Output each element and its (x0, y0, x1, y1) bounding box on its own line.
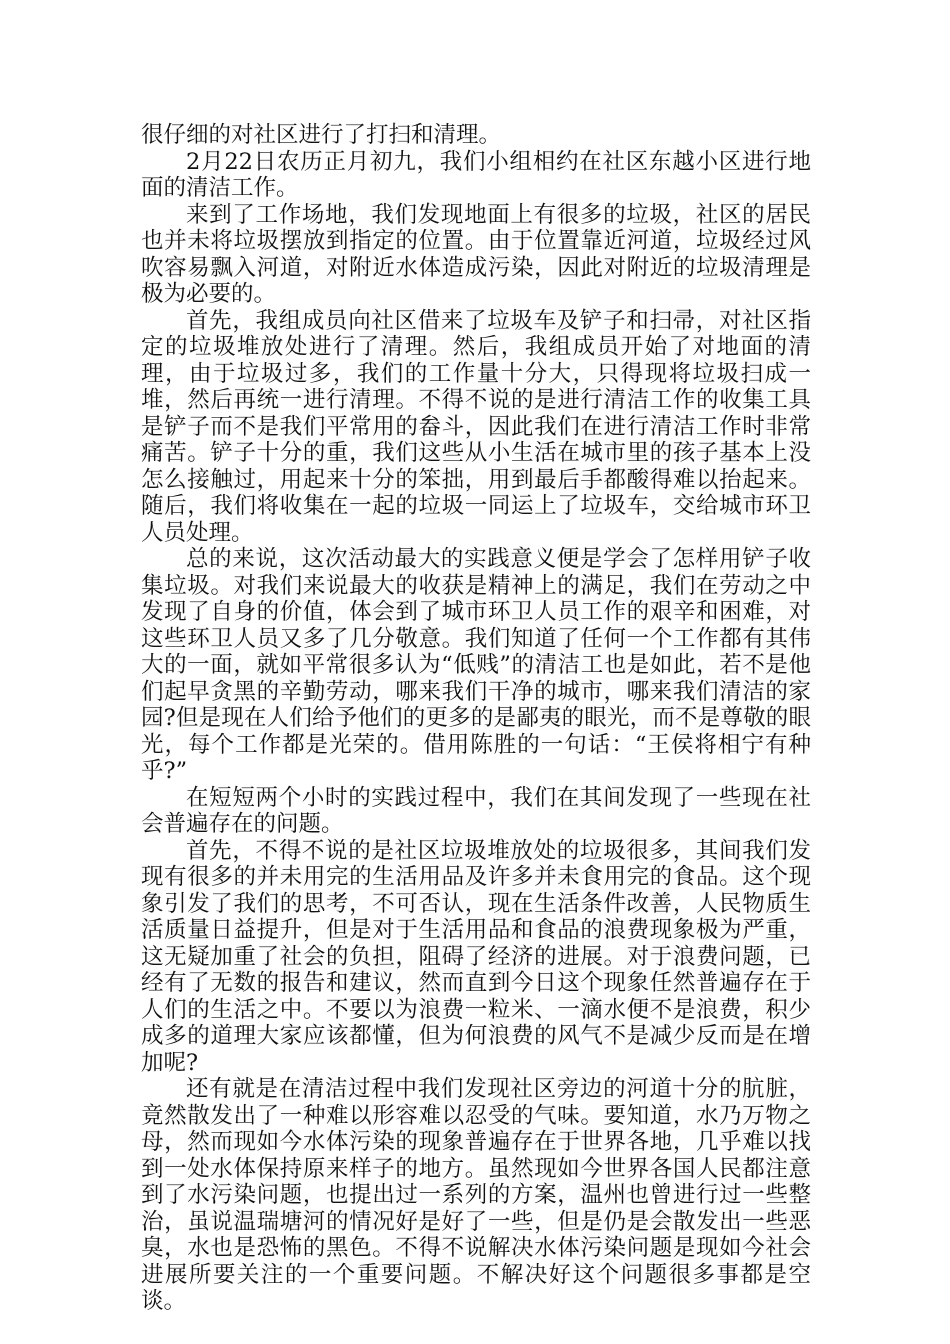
paragraph-summary: 总的来说，这次活动最大的实践意义便是学会了怎样用铲子收集垃圾。对我们来说最大的收获是精神上的满足，我们在劳动之中发现了自身的价值，体会到了城市环卫人员工作的艰辛和困难，对这些环卫人员又多了几分敬意。我们知道了任何一个工作都有其伟大的一面，就如平常很多认为“低贱”的清洁工也是如此，若不是他们起早贪黑的辛勤劳动，哪来我们干净的城市，哪来我们清洁的家园?但是现在人们给予他们的更多的是鄙夷的眼光，而不是尊敬的眼光，每个工作都是光荣的。借用陈胜的一句话：“王侯将相宁有种乎?” (141, 546, 811, 784)
paragraph-continuation: 很仔细的对社区进行了打扫和清理。 (141, 122, 502, 148)
paragraph-water-pollution: 还有就是在清洁过程中我们发现社区旁边的河道十分的肮脏，竟然散发出了一种难以形容难以忍受的气味。要知道，水乃万物之母，然而现如今水体污染的现象普遍存在于世界各地，几乎难以找到一处水体保持原来样子的地方。虽然现如今世界各国人民都注意到了水污染问题，也提出过一系列的方案，温州也曾进行过一些整治，虽说温瑞塘河的情况好是好了一些，但是仍是会散发出一些恶臭，水也是恐怖的黑色。不得不说解决水体污染问题是现如今社会进展所要关注的一个重要问题。不解决好这个问题很多事都是空谈。 (141, 1076, 811, 1314)
paragraph-date-intro: 2月22日农历正月初九，我们小组相约在社区东越小区进行地面的清洁工作。 (141, 148, 811, 201)
document-body (141, 122, 811, 1315)
paragraph-waste-problem: 首先，不得不说的是社区垃圾堆放处的垃圾很多，其间我们发现有很多的并未用完的生活用品及许多并未食用完的食品。这个现象引发了我们的思考，不可否认，现在生活条件改善，人民物质生活质量日益提升，但是对于生活用品和食品的浪费现象极为严重，这无疑加重了社会的负担，阻碍了经济的进展。对于浪费问题，已经有了无数的报告和建议，然而直到今日这个现象任然普遍存在于人们的生活之中。不要以为浪费一粒米、一滴水便不是浪费，积少成多的道理大家应该都懂，但为何浪费的风气不是减少反而是在增加呢? (141, 837, 811, 1076)
paragraph-problems-intro: 在短短两个小时的实践过程中，我们在其间发现了一些现在社会普遍存在的问题。 (141, 784, 811, 837)
paragraph-worksite: 来到了工作场地，我们发现地面上有很多的垃圾，社区的居民也并未将垃圾摆放到指定的位置。由于位置靠近河道，垃圾经过风吹容易飘入河道，对附近水体造成污染，因此对附近的垃圾清理是极为必要的。 (141, 201, 811, 307)
paragraph-cleaning-process: 首先，我组成员向社区借来了垃圾车及铲子和扫帚，对社区指定的垃圾堆放处进行了清理。然后，我组成员开始了对地面的清理，由于垃圾过多，我们的工作量十分大，只得现将垃圾扫成一堆，然后再统一进行清理。不得不说的是进行清洁工作的收集工具是铲子而不是我们平常用的畚斗，因此我们在进行清洁工作时非常痛苦。铲子十分的重，我们这些从小生活在城市里的孩子基本上没怎么接触过，用起来十分的笨拙，用到最后手都酸得难以抬起来。随后，我们将收集在一起的垃圾一同运上了垃圾车，交给城市环卫人员处理。 (141, 307, 811, 546)
